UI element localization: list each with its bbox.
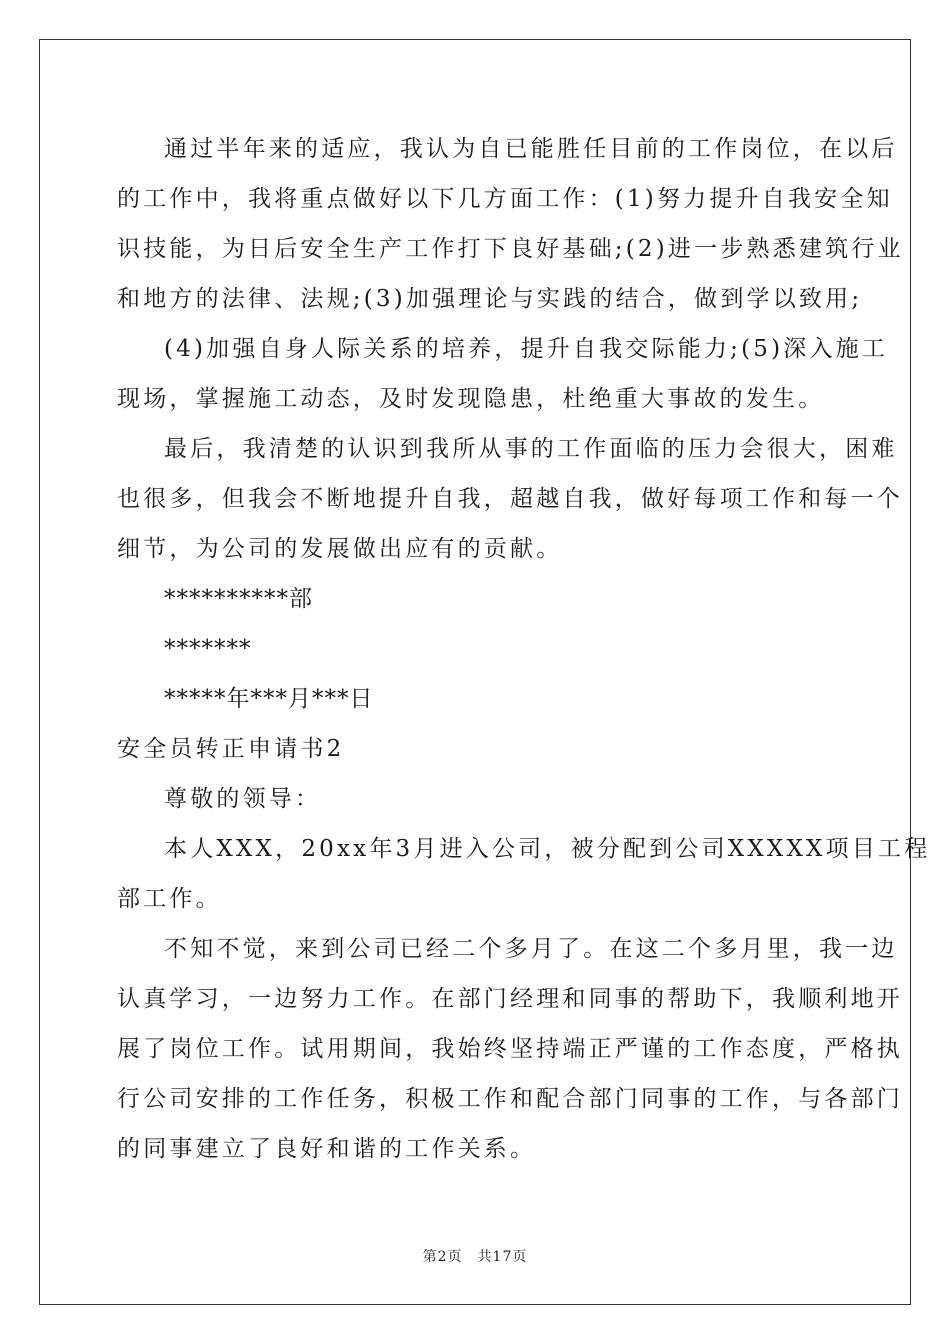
page-number-footer: 第2页 共17页 bbox=[422, 1249, 528, 1265]
paragraph-line: 本人XXX，20xx年3月进入公司，被分配到公司XXXXX项目工程 bbox=[164, 836, 931, 862]
paragraph-line: 的同事建立了良好和谐的工作关系。 bbox=[117, 1136, 537, 1162]
paragraph-line: 通过半年来的适应，我认为自已能胜任目前的工作岗位，在以后 bbox=[164, 136, 898, 162]
page-border bbox=[39, 39, 911, 1305]
paragraph-line: 也很多，但我会不断地提升自我，超越自我，做好每项工作和每一个 bbox=[117, 486, 903, 512]
paragraph-line: 现场，掌握施工动态，及时发现隐患，杜绝重大事故的发生。 bbox=[117, 386, 825, 412]
salutation: 尊敬的领导： bbox=[164, 786, 322, 812]
paragraph-line: 行公司安排的工作任务，积极工作和配合部门同事的工作，与各部门 bbox=[117, 1086, 903, 1112]
paragraph-line: (4)加强自身人际关系的培养，提升自我交际能力;(5)深入施工 bbox=[164, 336, 889, 362]
paragraph-line: 展了岗位工作。试用期间，我始终坚持端正严谨的工作态度，严格执 bbox=[117, 1036, 903, 1062]
paragraph-line: 部工作。 bbox=[117, 886, 222, 912]
paragraph-line: 和地方的法律、法规;(3)加强理论与实践的结合，做到学以致用; bbox=[117, 286, 863, 312]
paragraph-line: 细节，为公司的发展做出应有的贡献。 bbox=[117, 536, 563, 562]
section-title: 安全员转正申请书2 bbox=[117, 736, 345, 762]
paragraph-line: 最后，我清楚的认识到我所从事的工作面临的压力会很大，困难 bbox=[164, 436, 898, 462]
paragraph-line: 识技能，为日后安全生产工作打下良好基础;(2)进一步熟悉建筑行业 bbox=[117, 236, 904, 262]
signature-name: ******* bbox=[164, 636, 252, 662]
signature-department: **********部 bbox=[164, 586, 313, 612]
paragraph-line: 认真学习，一边努力工作。在部门经理和同事的帮助下，我顺利地开 bbox=[117, 986, 903, 1012]
paragraph-line: 的工作中，我将重点做好以下几方面工作：(1)努力提升自我安全知 bbox=[117, 186, 893, 212]
paragraph-line: 不知不觉，来到公司已经二个多月了。在这二个多月里，我一边 bbox=[164, 936, 898, 962]
signature-date: *****年***月***日 bbox=[164, 686, 374, 712]
